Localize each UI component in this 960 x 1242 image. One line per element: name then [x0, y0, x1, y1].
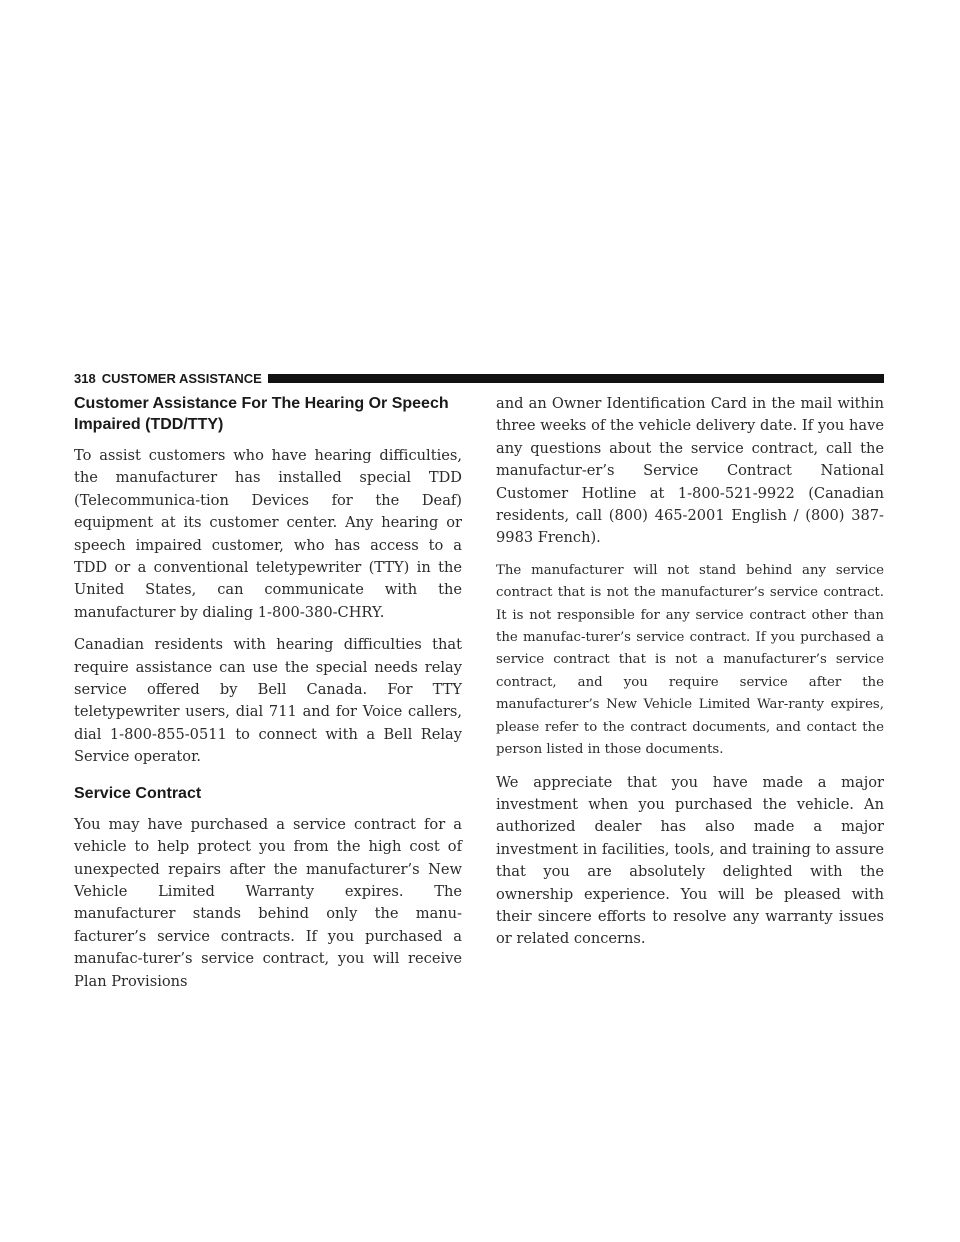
heading-hearing-impaired: Customer Assistance For The Hearing Or Speech Impaired (TDD/TTY): [74, 395, 449, 433]
section-name: CUSTOMER ASSISTANCE: [101, 370, 262, 386]
right-column: [496, 393, 884, 961]
paragraph-appreciate: We appreciate that you have made a major investment when you purchased the vehicle. An authorized dealer has also made a major investment in facilities, tools, and training to assure that you are absolutely delighted with the ownership experience. You will be pleased with their sincere efforts to resolve any warranty issues or related concerns.: [496, 773, 884, 948]
paragraph-owner-card: and an Owner Identification Card in the mail within three weeks of the vehicle delivery date. If you have any questions about the service contract, call the manufactur-er’s Service Contract National Customer Hotline at 1-800-521-9922 (Canadian residents, call (800) 465-2001 English / (800) 387-9983 French).: [496, 395, 884, 547]
paragraph-tdd: To assist customers who have hearing difficulties, the manufacturer has installed special TDD (Telecommunica-tion Devices for the Deaf) equipment at its customer center. Any hearing or speech impaired customer, who has access to a TDD or a conventional teletypewriter (TTY) in the United States, can communicate with the manufacturer by dialing 1-800-380-CHRY.: [74, 447, 462, 621]
header-rule: [268, 374, 884, 383]
paragraph-canada-relay: Canadian residents with hearing difficulties that require assistance can use the special needs relay service offered by Bell Canada. For TTY teletypewriter users, dial 711 and for Voice callers, dial 1-800-855-0511 to connect with a Bell Relay Service operator.: [74, 636, 462, 766]
page-header: [74, 370, 884, 386]
left-column: [74, 393, 462, 1003]
heading-service-contract: Service Contract: [74, 784, 202, 802]
page-number: 318: [74, 370, 96, 386]
paragraph-service-contract: You may have purchased a service contract for a vehicle to help protect you from the high cost of unexpected repairs after the manufacturer’s New Vehicle Limited Warranty expires. The manufacturer stands behind only the manu-facturer’s service contracts. If you purchased a manufac-turer’s service contract, you will receive Plan Provisions: [74, 815, 462, 990]
paragraph-not-manufacturer: The manufacturer will not stand behind any service contract that is not the manufacturer’s service contract. It is not responsible for any service contract other than the manufac-turer’s service contract. If you purchased a service contract that is not a manufacturer’s service contract, and you require service after the manufacturer’s New Vehicle Limited War-ranty expires, please refer to the contract documents, and contact the person listed in those documents.: [496, 562, 884, 758]
